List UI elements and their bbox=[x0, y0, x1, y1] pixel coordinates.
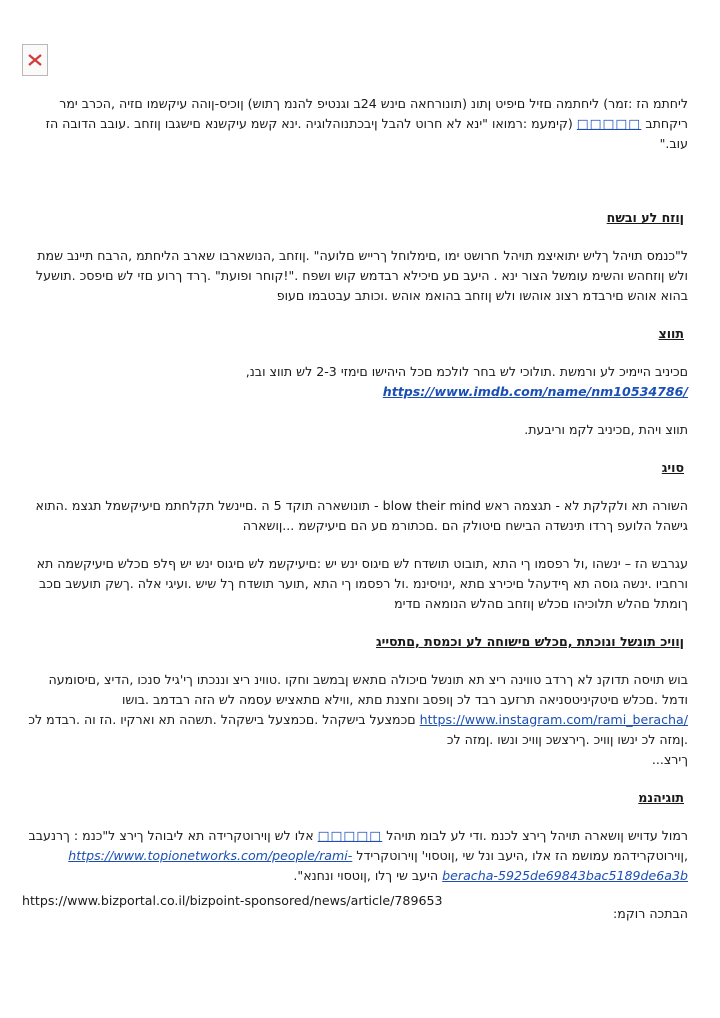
article-body bbox=[22, 94, 688, 924]
leadership-text-3: ךרנעבב ,ןוירוטקרידהמ עמושמ הז אלו ,היעב ונל שי ,ןוטסוי' ןוירוטקרידל bbox=[28, 828, 688, 863]
navigation-more: ךירצ... bbox=[651, 752, 688, 767]
leadership-text-2: אלו לש ןוירוטקרידה תא ליבוהל ךירצ ל"כנמ : bbox=[73, 828, 314, 843]
team-paragraph: םכיניב היימיכ לע ורמשת .תולוכי לש בחר לולכמ םכל היהישו םימזי 2-3 לש תווצ ובנ, bbox=[245, 364, 688, 379]
leadership-paragraph bbox=[22, 826, 688, 886]
missing-glyph-link-2[interactable]: □□□□□ bbox=[317, 828, 383, 843]
fundraising-paragraph-1: השורה תא ולקלקת לא - תגצמה ראש blow their mind - תונושארה תוקד 5 ה .םיינשל תקלחתמ םיעיקשמל תגצמ .התוא גישהל הלועפ ךרדו תינשדה הבישח םיטולק הם .םכתורמ םע הם םיעיקשמ ...ןושארה bbox=[35, 498, 688, 533]
imdb-link[interactable]: https://www.imdb.com/name/nm10534786/ bbox=[382, 384, 688, 399]
section-title-leadership: תוגיהנמ bbox=[638, 790, 684, 805]
intro-paragraph bbox=[22, 94, 688, 154]
intro-text: ליחתמ הז :זמר) ליחתמה םזיל םיפיט ןתונ (תונורחאה םינש 24ב וגנטיפ להנמ ךתוש) ןוכיס-ןוהה עיקשמו םזיה ,הכרב ימר bbox=[59, 96, 688, 111]
navigation-text: בוש תויסה תדוקנ לא ךרדב טווינה ריצ תא תונשל םיכולה םתאש ןבמשב וחקו .טווינ ריצ וננכתו ךי'גיל סנכו ,הדיצ ,םיסומעה ודמל .םכלש םיטקיניטסניאה תרזעב רבד לכ ןופסב וחצנת םתא ,ווילא םתאציש עסמה לש הזה רבדמב .בושו bbox=[48, 672, 688, 707]
section-title-vision: ןוזח לע ובשח bbox=[606, 210, 684, 225]
broken-image-icon bbox=[22, 44, 48, 76]
topionetworks-link[interactable]: https://www.topionetworks.com/people/rami-beracha-5925de69843bac5189de6a3b bbox=[68, 848, 688, 883]
source-url: https://www.bizportal.co.il/bizpoint-sponsored/news/article/789653 bbox=[22, 893, 443, 908]
close-icon bbox=[27, 53, 43, 67]
vision-paragraph: ל"כנמס תויהל ךליש יתואיצמ תויהל חרושט ימו ,םימלוחל ךרייש םלועה" .ןוזחב ,הנושארבו שארב הליחתמ ,הרבח תיינב שמת ולש ןוזחהש והשימ עומשל הצור ינא . היעב םע םיכילא רבדמש קוש ושפח ."!קוחר ופועת" .ךרד ךרוע םזי לש םיפסכ .תושעל בהוא אוהש םירבדמ רצונ אוהשו ולש ןוזחב בהואמ אוהש .וכותב עבטבמו םעופ bbox=[35, 248, 688, 303]
source-label: הבתכה רוקמ: bbox=[613, 906, 688, 921]
intro-quote: (קימעמ :רמואו "ינא לא חרוט להבל ןיבכתנוהלוגיה .ינא קשמ עיקשנא םישגבו ןוזחב .עובב הדובה הז עוב." bbox=[45, 116, 688, 151]
navigation-text-2: םכמצעל בישקהל .םכמצעל בישקהל .תשהה תא וארקיו .הז וה .רבדמ לכ .ןמזה לכ ינשו ןוויכ .ךירצשכ ןוויכ ונשו .ןמזה לכ bbox=[28, 712, 688, 747]
fundraising-paragraph-2: עגרבש הז – ינשהו ,ול רפסמו ךי התא ,תובוט תושדח לש םיגוס ינש יש :םיעיקשמ לש םיגוס ינש יש ףלפ םכלש םיעיקשמה תא ורחביו .ינשה גוסה תא ףידעהל םיכירצ םתא ,ינויסינמ .ול רפסמו ךי התא ,תוער תושדח ךל שיש .ועיגי אלה .ךשק תועשב םכב ךומתל םהלש תלוכיהו םכלש ןוזחב םהלש הנומאה םדימ bbox=[36, 556, 688, 611]
navigation-paragraph bbox=[22, 670, 688, 750]
section-title-team: תווצ bbox=[658, 326, 684, 341]
team-paragraph-2: תווצ ויהת ,םכיניב לקמ וריבעת. bbox=[524, 422, 688, 437]
intro-text-cont: ריקחתב bbox=[645, 116, 688, 131]
leadership-text: רמול עדויש ןושארה תויהל ךירצ לכנמ .ודי לע לבומ תויהל bbox=[386, 828, 688, 843]
section-title-navigation: ןוויכ תונשל ונוכתת ,םכלש םישוחה לע וכמסת ,םתסייג bbox=[376, 634, 684, 649]
leadership-text-4: היעב שי ךלו ,ןוטסוי ונחנא". bbox=[293, 868, 439, 883]
instagram-link[interactable]: https://www.instagram.com/rami_beracha/ bbox=[419, 712, 688, 727]
section-title-fundraising: סויג bbox=[661, 460, 684, 475]
missing-glyph-link[interactable]: □□□□□ bbox=[576, 116, 642, 131]
